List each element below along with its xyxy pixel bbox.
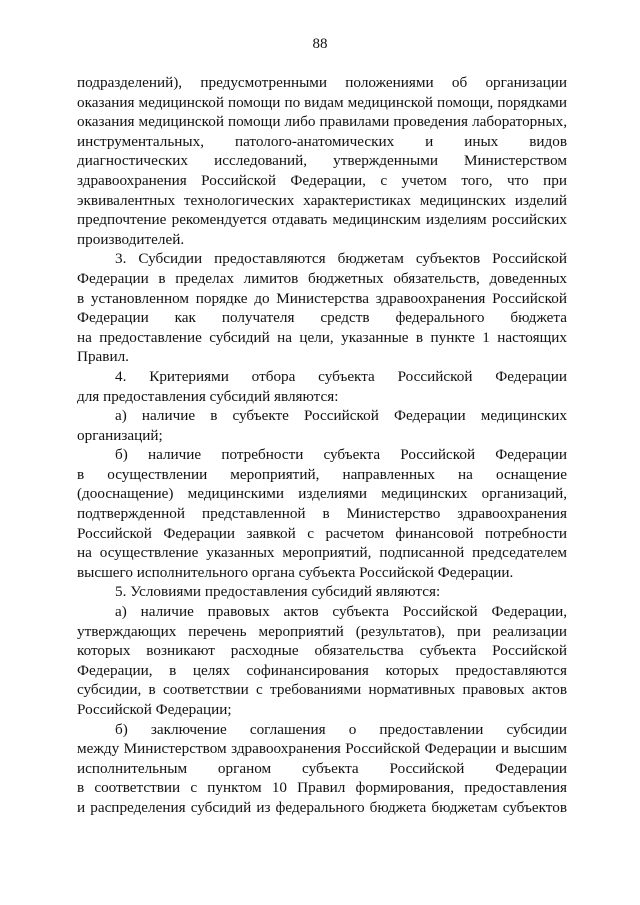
text-line: а) наличие правовых актов субъекта Российской Федерации, [115, 603, 567, 621]
document-body [77, 73, 567, 818]
text-line: в осуществлении мероприятий, направленных на оснащение [77, 465, 567, 483]
text-line: подразделений), предусмотренными положениями об организации [77, 74, 567, 91]
text-line: на предоставление субсидий на цели, указанные в пункте 1 настоящих [77, 328, 567, 346]
page-number: 88 [312, 36, 328, 52]
text-line: между Министерством здравоохранения Российской Федерации и высшим [77, 740, 567, 758]
text-line: 4. Критериями отбора субъекта Российской Федерации [115, 367, 567, 385]
text-line: б) наличие потребности субъекта Российской Федерации [115, 446, 567, 464]
text-line: в установленном порядке до Министерства здравоохранения Российской [77, 289, 567, 307]
text-line: эквивалентных технологических характеристиках медицинских изделий [77, 191, 567, 209]
text-line: Федерации, в целях софинансирования которых предоставляются [77, 661, 567, 679]
text-line: Федерации как получателя средств федерального бюджета [77, 309, 567, 327]
text-line: для предоставления субсидий являются: [77, 387, 339, 405]
text-line: и распределения субсидий из федерального бюджета бюджетам субъектов [77, 798, 567, 816]
text-line: Российской Федерации заявкой с расчетом финансовой потребности [77, 524, 567, 542]
text-line: подтвержденной представленной в Министерство здравоохранения [77, 505, 567, 523]
text-line: 3. Субсидии предоставляются бюджетам субъектов Российской [115, 250, 567, 268]
text-line: субсидии, в соответствии с требованиями нормативных правовых актов [77, 681, 567, 699]
text-line: в соответствии с пунктом 10 Правил формирования, предоставления [77, 779, 567, 797]
text-line: оказания медицинской помощи либо правилами проведения лабораторных, [77, 113, 567, 131]
text-line: б) заключение соглашения о предоставлении субсидии [115, 720, 567, 738]
text-line: (дооснащение) медицинскими изделиями медицинских организаций, [77, 485, 567, 503]
text-line: Правил. [77, 348, 129, 366]
text-line: оказания медицинской помощи по видам медицинской помощи, порядками [77, 93, 567, 111]
text-line: производителей. [77, 230, 185, 248]
text-line: Федерации в пределах лимитов бюджетных обязательств, доведенных [77, 269, 567, 287]
text-line: 5. Условиями предоставления субсидий являются: [115, 583, 441, 601]
text-line: на осуществление указанных мероприятий, подписанной председателем [77, 544, 567, 562]
text-line: диагностических исследований, утвержденными Министерством [77, 152, 567, 170]
text-line: а) наличие в субъекте Российской Федерации медицинских [115, 407, 567, 425]
text-line: здравоохранения Российской Федерации, с учетом того, что при [77, 171, 567, 189]
text-line: исполнительным органом субъекта Российской Федерации [77, 759, 567, 777]
text-line: утверждающих перечень мероприятий (результатов), при реализации [77, 622, 567, 640]
text-line: организаций; [77, 426, 163, 444]
text-line: которых возникают расходные обязательства субъекта Российской [77, 642, 567, 660]
text-line: Российской Федерации; [77, 701, 232, 718]
text-line: высшего исполнительного органа субъекта Российской Федерации. [77, 563, 514, 581]
text-line: инструментальных, патолого-анатомических и иных видов [77, 132, 567, 150]
text-line: предпочтение рекомендуется отдавать медицинским изделиям российских [77, 211, 567, 229]
